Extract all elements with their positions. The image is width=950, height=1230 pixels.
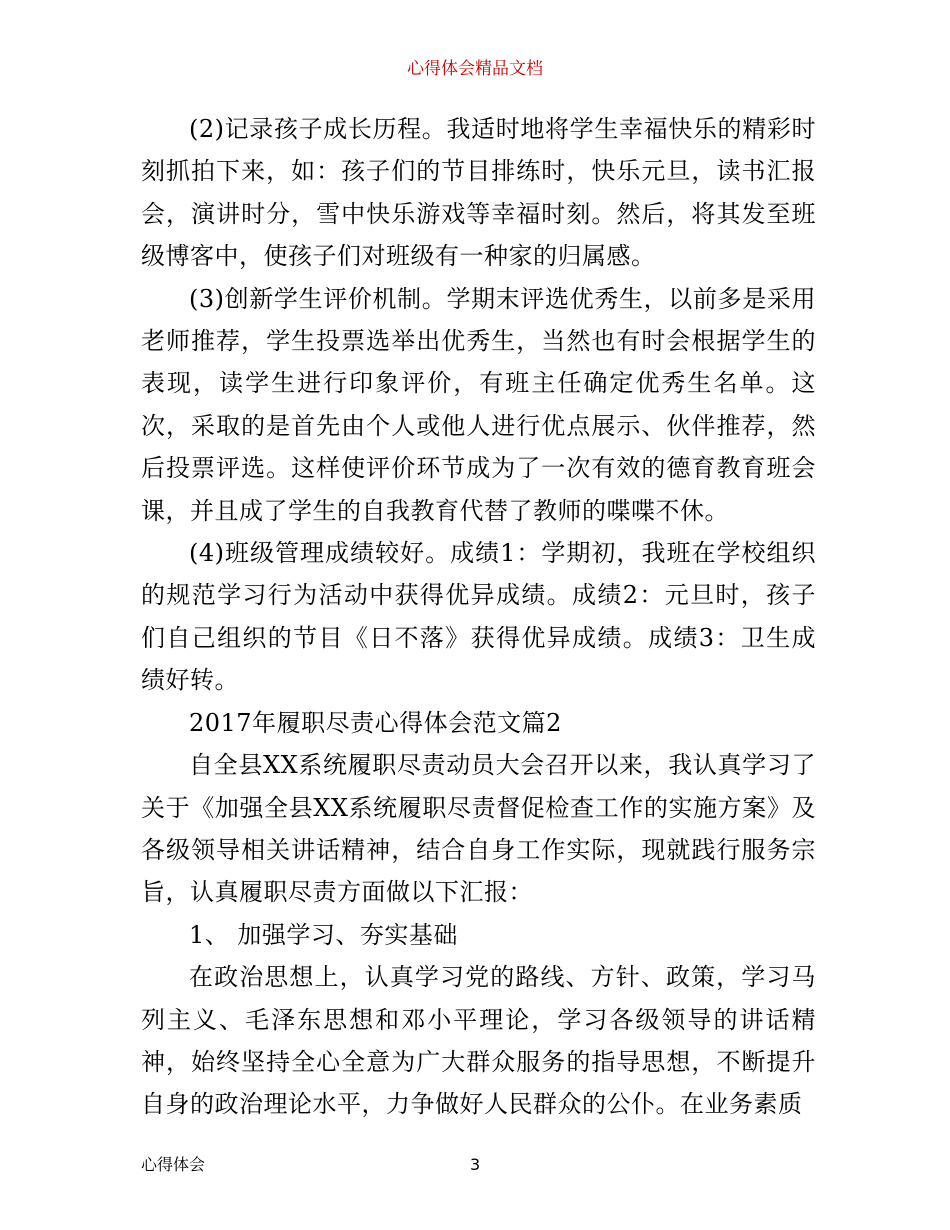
page-header-title: 心得体会精品文档 <box>407 59 543 79</box>
paragraph: (3)创新学生评价机制。学期末评选优秀生，以前多是采用老师推荐，学生投票选举出优秀生，当然也有时会根据学生的表现，读学生进行印象评价，有班主任确定优秀生名单。这次，采取的是首先由个人或他人进行优点展示、伙伴推荐，然后投票评选。这样使评价环节成为了一次有效的德育教育班会课，并且成了学生的自我教育代替了教师的喋喋不休。 <box>141 284 816 525</box>
paragraph: 自全县XX系统履职尽责动员大会召开以来，我认真学习了关于《加强全县XX系统履职尽责督促检查工作的实施方案》及各级领导相关讲话精神，结合自身工作实际，现就践行服务宗旨，认真履职尽责方面做以下汇报： <box>141 751 816 907</box>
subsection-heading: 1、 加强学习、夯实基础 <box>189 920 458 949</box>
page-footer-label: 心得体会 <box>141 1155 206 1174</box>
page-number: 3 <box>470 1155 481 1174</box>
paragraph: (4)班级管理成绩较好。成绩1：学期初，我班在学校组织的规范学习行为活动中获得优异成绩。成绩2：元旦时，孩子们自己组织的节目《日不落》获得优异成绩。成绩3：卫生成绩好转。 <box>141 539 816 695</box>
section-heading: 2017年履职尽责心得体会范文篇2 <box>189 708 562 737</box>
document-body <box>141 108 816 1126</box>
paragraph: 在政治思想上，认真学习党的路线、方针、政策，学习马列主义、毛泽东思想和邓小平理论，学习各级领导的讲话精神，始终坚持全心全意为广大群众服务的指导思想，不断提升自身的政治理论水平，力争做好人民群众的公仆。在业务素质 <box>141 963 816 1119</box>
paragraph: (2)记录孩子成长历程。我适时地将学生幸福快乐的精彩时刻抓拍下来，如：孩子们的节目排练时，快乐元旦，读书汇报会，演讲时分，雪中快乐游戏等幸福时刻。然后，将其发至班级博客中，使孩子们对班级有一种家的归属感。 <box>141 115 816 271</box>
